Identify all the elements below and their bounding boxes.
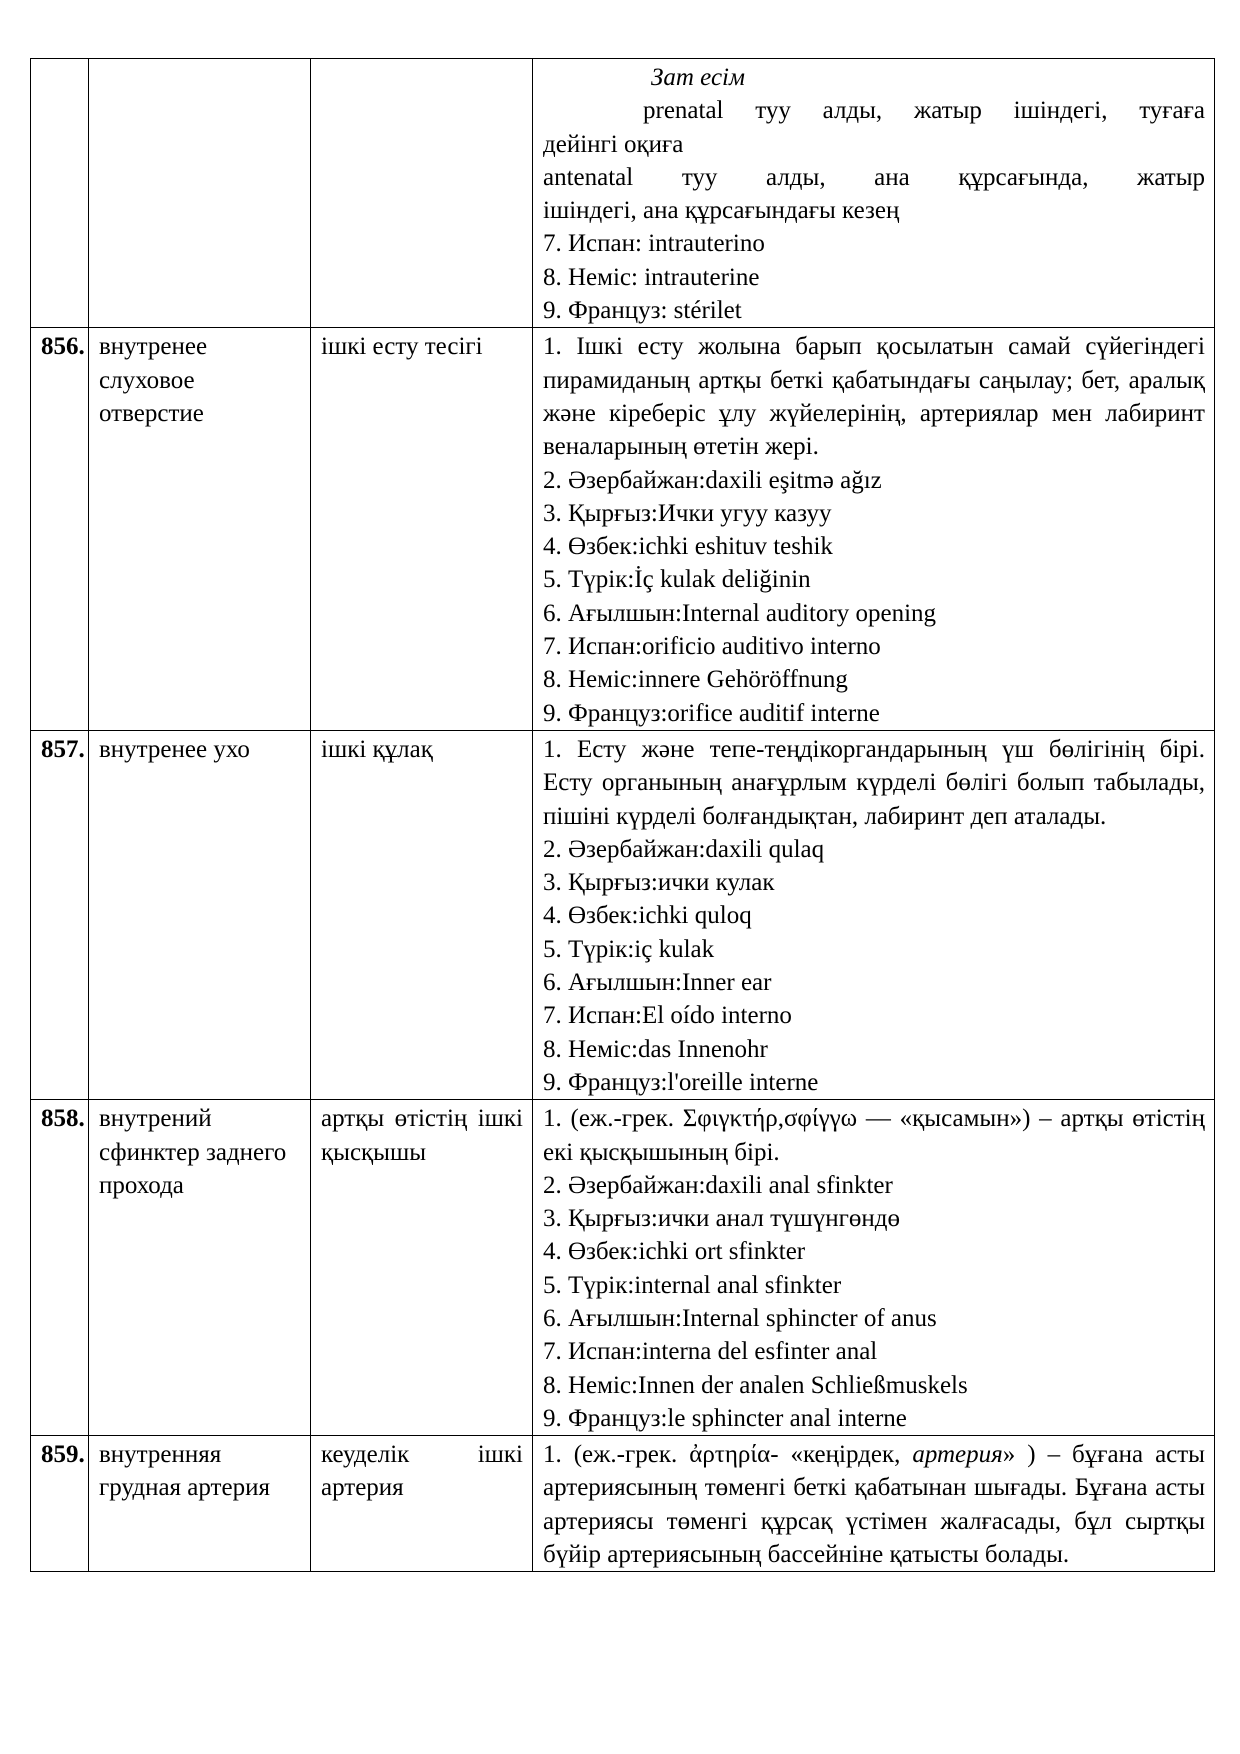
kazakh-term: артқы өтістің ішкі қысқышы — [311, 1100, 533, 1436]
translation-line: 6. Ағылшын:Internal sphincter of anus — [543, 1304, 937, 1332]
entry-number: 859. — [31, 1436, 89, 1572]
translation-line: 7. Испан:interna del esfinter anal — [543, 1338, 878, 1366]
definition-text: 1. Ішкі есту жолына барып қосылатын самай сүйегіндегі пирамиданың артқы беткі қабатындағы саңылау; бет, аралық және кіреберіс ұлу жүйелерінің, артериялар мен лабиринт веналарының өтетін жері. — [543, 333, 1205, 461]
russian-term: внутрений сфинктер заднего прохода — [89, 1100, 311, 1436]
definition-cell — [533, 1100, 1215, 1436]
translation-line: 8. Неміс:innere Gehöröffnung — [543, 666, 848, 694]
table-row — [31, 1436, 1215, 1572]
definition-italic: артерия — [912, 1441, 1003, 1469]
translation-line: 2. Әзербайжан:daxili qulaq — [543, 835, 825, 863]
russian-term: внутренее ухо — [89, 730, 311, 1099]
translation-line: 9. Француз:orifice auditif interne — [543, 699, 880, 727]
kazakh-term — [311, 59, 533, 328]
translation-line: 3. Қырғыз:ички кулак — [543, 869, 775, 897]
definition-line: 7. Испан: intrauterino — [543, 230, 765, 258]
definition-cell — [533, 730, 1215, 1099]
translation-line: 2. Әзербайжан:daxili eşitmə ağız — [543, 466, 882, 494]
dictionary-table — [30, 58, 1215, 1572]
definition-prefix: 1. (еж.-грек. ἀρτηρία- «кеңірдек, — [543, 1441, 913, 1469]
entry-number: 857. — [31, 730, 89, 1099]
translation-line: 8. Неміс:Innen der analen Schließmuskels — [543, 1371, 968, 1399]
definition-suffix: » ) – бұғана асты артериясының төменгі беткі қабатынан шығады. Бұғана асты артериясы төменгі құрсақ үстімен жалғасады, бұл сыртқы бүйір артериясының бассейніне қатысты болады. — [543, 1441, 1205, 1569]
definition-cell — [533, 1436, 1215, 1572]
translation-line: 3. Қырғыз:Ички угуу казуу — [543, 499, 832, 527]
definition-line: Зат есім — [651, 64, 745, 91]
table-row — [31, 1100, 1215, 1436]
translation-line: 9. Француз:l'oreille interne — [543, 1068, 819, 1096]
entry-number: 856. — [31, 328, 89, 731]
translation-line: 7. Испан:orificio auditivo interno — [543, 633, 881, 661]
kazakh-term: ішкі есту тесігі — [311, 328, 533, 731]
translation-line: 5. Түрік:İç kulak deliğinin — [543, 566, 811, 594]
definition-line: 9. Француз: stérilet — [543, 297, 742, 325]
definition-text: 1. (еж.-грек. Σφιγκτήρ,σφίγγω — «қысамын») – артқы өтістің екі қысқышының бірі. — [543, 1105, 1205, 1166]
definition-text — [543, 1438, 1205, 1571]
table-row — [31, 730, 1215, 1099]
definition-cell — [533, 328, 1215, 731]
definition-line: ішіндегі, ана құрсағындағы кезең — [543, 197, 900, 225]
translation-line: 8. Неміс:das Innenohr — [543, 1035, 768, 1063]
definition-line: 8. Неміс: intrauterine — [543, 263, 760, 291]
definition-text: 1. Есту және тепе-теңдікоргандарының үш бөлігінің бірі. Есту органының анағұрлым күрделі бөлігі болып табылады, пішіні күрделі болғандықтан, лабиринт деп аталады. — [543, 735, 1205, 830]
definition-line: дейінгі оқиға — [543, 130, 684, 158]
definition-line: antenatal туу алды, ана құрсағында, жатыр — [543, 163, 1205, 191]
translation-line: 2. Әзербайжан:daxili anal sfinkter — [543, 1171, 893, 1199]
entry-number: 858. — [31, 1100, 89, 1436]
definition-line: prenatal туу алды, жатыр ішіндегі, туғаға — [643, 97, 1205, 125]
translation-line: 4. Өзбек:ichki quloq — [543, 902, 752, 930]
kazakh-term: кеуделік ішкі артерия — [311, 1436, 533, 1572]
table-row — [31, 328, 1215, 731]
table-row — [31, 59, 1215, 328]
russian-term: внутренее слуховое отверстие — [89, 328, 311, 731]
entry-number — [31, 59, 89, 328]
translation-line: 6. Ағылшын:Internal auditory opening — [543, 599, 937, 627]
translation-line: 7. Испан:El oído interno — [543, 1002, 792, 1030]
russian-term — [89, 59, 311, 328]
translation-line: 4. Өзбек:ichki ort sfinkter — [543, 1238, 806, 1266]
kazakh-term: ішкі құлақ — [311, 730, 533, 1099]
translation-line: 9. Француз:le sphincter anal interne — [543, 1404, 907, 1432]
russian-term: внутренняя грудная артерия — [89, 1436, 311, 1572]
definition-cell — [533, 59, 1215, 328]
translation-line: 6. Ағылшын:Inner ear — [543, 969, 772, 997]
translation-line: 5. Түрік:iç kulak — [543, 935, 715, 963]
translation-line: 4. Өзбек:ichki eshituv teshik — [543, 533, 833, 561]
translation-line: 3. Қырғыз:ички анал түшүнгөндө — [543, 1205, 900, 1233]
translation-line: 5. Түрік:internal anal sfinkter — [543, 1271, 842, 1299]
